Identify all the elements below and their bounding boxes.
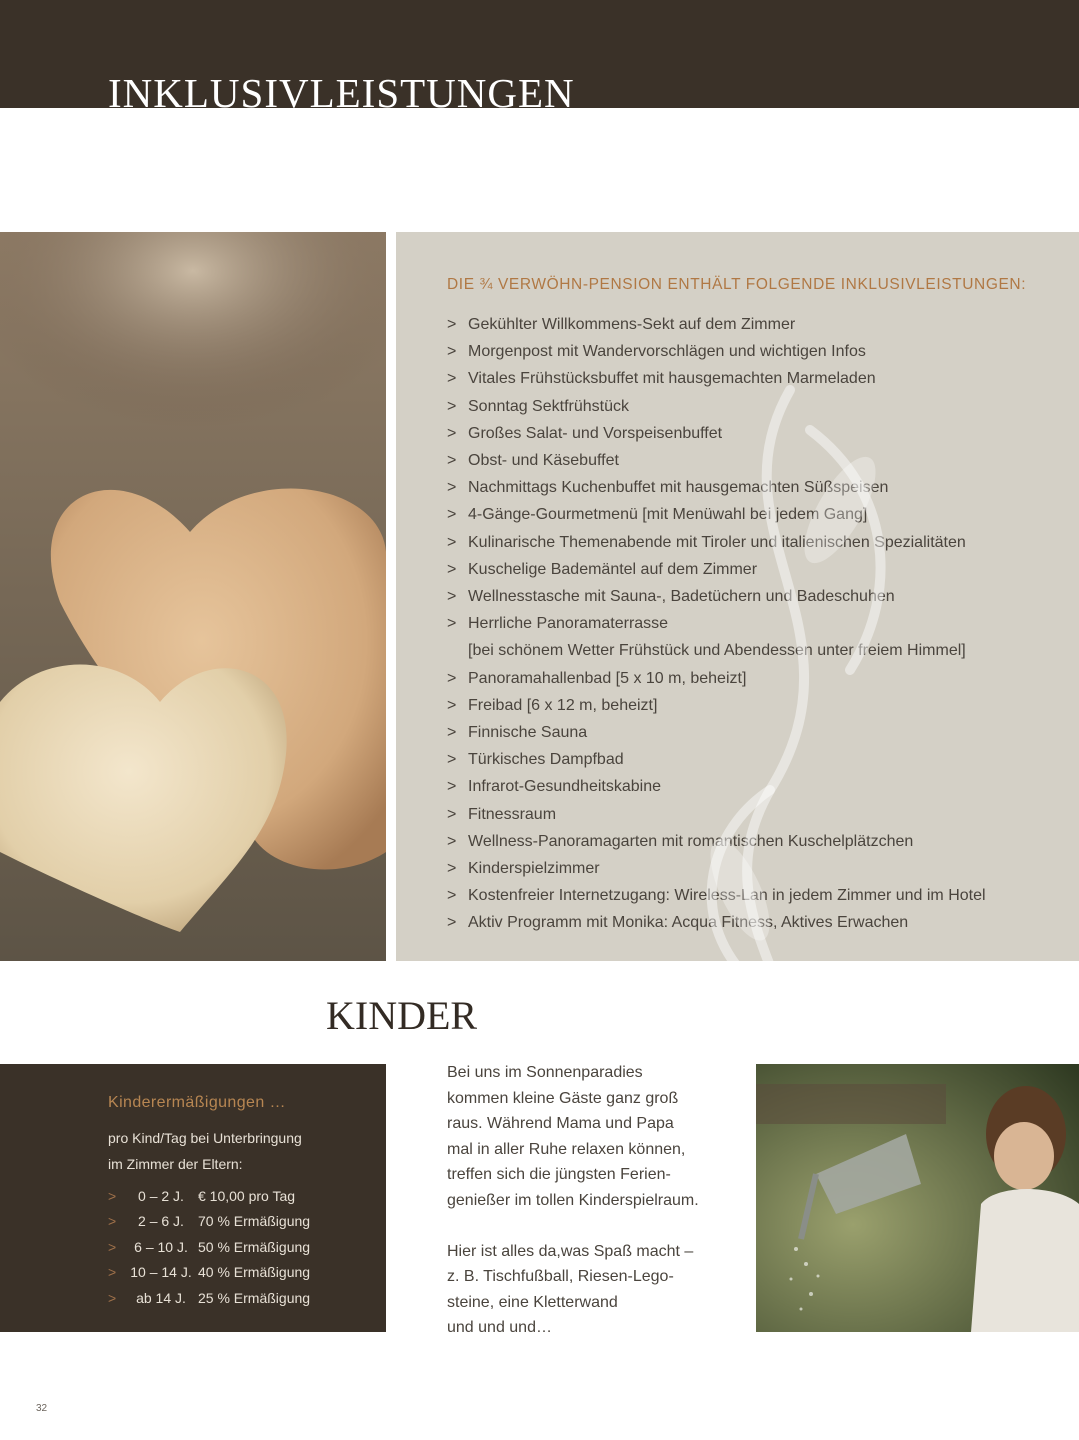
- kids-description: [447, 1060, 717, 1366]
- rate-row: > 6 – 10 J. 50 % Ermäßigung: [108, 1238, 311, 1255]
- rate-row: > 0 – 2 J. € 10,00 pro Tag: [108, 1188, 296, 1204]
- list-item: > Nachmittags Kuchenbuffet mit hausgemachten Süßspeisen: [447, 479, 889, 497]
- kids-discount-panel: [0, 1064, 386, 1332]
- list-item: > Kostenfreier Internetzugang: Wireless-Lan in jedem Zimmer und im Hotel: [447, 887, 986, 905]
- rate-row: > 10 – 14 J. 40 % Ermäßigung: [108, 1264, 311, 1281]
- list-item: > Kuschelige Bademäntel auf dem Zimmer: [447, 560, 758, 578]
- header-band: [0, 0, 1079, 108]
- list-item: > Vitales Frühstücksbuffet mit hausgemachten Marmeladen: [447, 370, 876, 388]
- page-number: 32: [36, 1403, 48, 1414]
- list-item: > Freibad [6 x 12 m, beheizt]: [447, 696, 658, 714]
- boy-watering-can-photo: [756, 1064, 1079, 1332]
- kinder-title: KINDER: [326, 993, 478, 1038]
- list-item: > Kulinarische Themenabende mit Tiroler und italienischen Spezialitäten: [447, 533, 966, 551]
- list-item: > Kinderspielzimmer: [447, 860, 600, 878]
- kids-rates-list: [108, 1184, 310, 1311]
- inclusive-panel: [396, 232, 1079, 961]
- list-item: > Panoramahallenbad [5 x 10 m, beheizt]: [447, 669, 747, 687]
- rate-row: > 2 – 6 J. 70 % Ermäßigung: [108, 1213, 311, 1230]
- kids-paragraph-1: Bei uns im Sonnenparadies kommen kleine Gäste ganz groß raus. Während Mama und Papa mal in aller Ruhe relaxen können, treffen sich die jüngsten Ferien- genießer im tollen Kinderspielraum.: [447, 1064, 699, 1209]
- list-item: > Wellnesstasche mit Sauna-, Badetüchern und Badeschuhen: [447, 588, 895, 606]
- inclusive-heading: DIE ¾ VERWÖHN-PENSION ENTHÄLT FOLGENDE INKLUSIVLEISTUNGEN:: [447, 276, 1027, 293]
- list-item-note: [bei schönem Wetter Frühstück und Abendessen unter freiem Himmel]: [468, 642, 966, 660]
- kids-discount-heading: Kinderermäßigungen …: [108, 1094, 286, 1111]
- kids-paragraph-2: Hier ist alles da,was Spaß macht – z. B. Tischfußball, Riesen-Lego- steine, eine Kletterwand und und und…: [447, 1242, 694, 1336]
- list-item: > Finnische Sauna: [447, 724, 588, 742]
- list-item: > Morgenpost mit Wandervorschlägen und wichtigen Infos: [447, 343, 866, 361]
- list-item: > Türkisches Dampfbad: [447, 751, 624, 769]
- page-title: INKLUSIVLEISTUNGEN: [108, 70, 575, 108]
- inclusive-list: [447, 311, 986, 937]
- cookies-photo: [0, 232, 386, 961]
- list-item: > Sonntag Sektfrühstück: [447, 397, 629, 415]
- list-item: > Wellness-Panoramagarten mit romantischen Kuschelplätzchen: [447, 832, 914, 850]
- kids-discount-intro: pro Kind/Tag bei Unterbringung im Zimmer der Eltern:: [108, 1130, 302, 1172]
- rate-row: > ab 14 J. 25 % Ermäßigung: [108, 1289, 311, 1306]
- list-item: > 4-Gänge-Gourmetmenü [mit Menüwahl bei jedem Gang]: [447, 506, 868, 524]
- list-item: > Großes Salat- und Vorspeisenbuffet: [447, 424, 723, 442]
- list-item: > Infrarot-Gesundheitskabine: [447, 778, 661, 796]
- list-item: > Herrliche Panoramaterrasse: [447, 615, 669, 633]
- list-item: > Aktiv Programm mit Monika: Acqua Fitness, Aktives Erwachen: [447, 914, 909, 932]
- list-item: > Obst- und Käsebuffet: [447, 452, 619, 470]
- list-item: > Gekühlter Willkommens-Sekt auf dem Zimmer: [447, 316, 796, 333]
- list-item: > Fitnessraum: [447, 805, 557, 823]
